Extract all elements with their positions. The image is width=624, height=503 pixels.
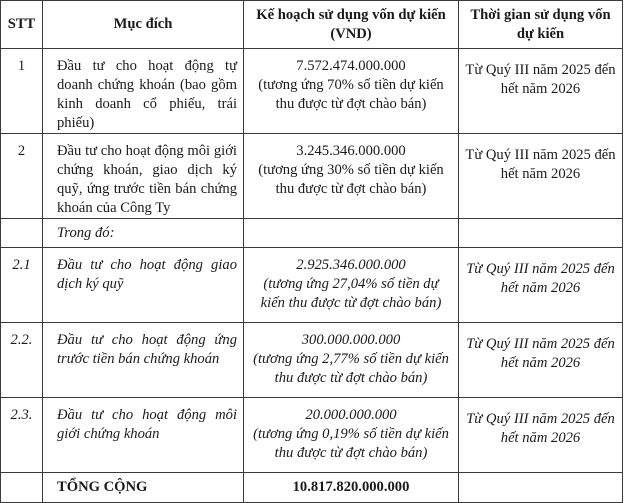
row-ratio: (tương ứng 30% số tiền dự kiến thu được từ đợt chào bán) (258, 162, 444, 197)
row-purpose: Đầu tư cho hoạt động tự doanh chứng khoán (bao gồm kinh doanh cổ phiếu, trái phiếu) (43, 49, 244, 134)
row-plan (244, 323, 459, 398)
empty-cell (459, 219, 623, 248)
row-time: Từ Quý III năm 2025 đến hết năm 2026 (459, 134, 623, 219)
row-stt: 2.3. (1, 398, 43, 473)
row-stt: 2 (1, 134, 43, 219)
table-row (1, 134, 623, 219)
row-stt: 1 (1, 49, 43, 134)
row-ratio: (tương ứng 2,77% số tiền dự kiến thu được từ đợt chào bán) (253, 351, 449, 386)
sub-label: Trong đó: (43, 219, 244, 248)
row-ratio: (tương ứng 27,04% số tiền dự kiến thu được từ đợt chào bán) (260, 276, 442, 311)
table-row (1, 323, 623, 398)
row-amount: 300.000.000.000 (301, 332, 401, 348)
empty-cell (459, 473, 623, 503)
header-stt: STT (1, 1, 43, 49)
row-time: Từ Quý III năm 2025 đến hết năm 2026 (459, 248, 623, 323)
row-purpose: Đầu tư cho hoạt động môi giới chứng khoán, giao dịch ký quỹ, ứng trước tiền bán chứng khoán của Công Ty (43, 134, 244, 219)
empty-cell (244, 219, 459, 248)
row-plan (244, 49, 459, 134)
row-amount: 7.572.474.000.000 (296, 58, 406, 74)
total-amount: 10.817.820.000.000 (244, 473, 459, 503)
row-purpose: Đầu tư cho hoạt động giao dịch ký quỹ (43, 248, 244, 323)
row-plan (244, 248, 459, 323)
header-time: Thời gian sử dụng vốn dự kiến (459, 1, 623, 49)
row-plan (244, 134, 459, 219)
row-amount: 2.925.346.000.000 (296, 257, 406, 273)
total-row (1, 473, 623, 503)
row-purpose: Đầu tư cho hoạt động môi giới chứng khoán (43, 398, 244, 473)
row-purpose: Đầu tư cho hoạt động ứng trước tiền bán chứng khoán (43, 323, 244, 398)
row-time: Từ Quý III năm 2025 đến hết năm 2026 (459, 49, 623, 134)
row-time: Từ Quý III năm 2025 đến hết năm 2026 (459, 323, 623, 398)
row-stt: 2.2. (1, 323, 43, 398)
table-row (1, 49, 623, 134)
row-plan (244, 398, 459, 473)
table-row (1, 248, 623, 323)
empty-cell (1, 473, 43, 503)
row-stt: 2.1 (1, 248, 43, 323)
row-ratio: (tương ứng 0,19% số tiền dự kiến thu được từ đợt chào bán) (253, 426, 449, 461)
sub-label-row (1, 219, 623, 248)
row-amount: 3.245.346.000.000 (296, 143, 406, 159)
row-ratio: (tương ứng 70% số tiền dự kiến thu được từ đợt chào bán) (258, 77, 444, 112)
empty-cell (1, 219, 43, 248)
row-time: Từ Quý III năm 2025 đến hết năm 2026 (459, 398, 623, 473)
row-amount: 20.000.000.000 (305, 407, 397, 423)
header-plan: Kế hoạch sử dụng vốn dự kiến (VND) (244, 1, 459, 49)
total-label: TỔNG CỘNG (43, 473, 244, 503)
table-row (1, 398, 623, 473)
header-row (1, 1, 623, 49)
header-purpose: Mục đích (43, 1, 244, 49)
